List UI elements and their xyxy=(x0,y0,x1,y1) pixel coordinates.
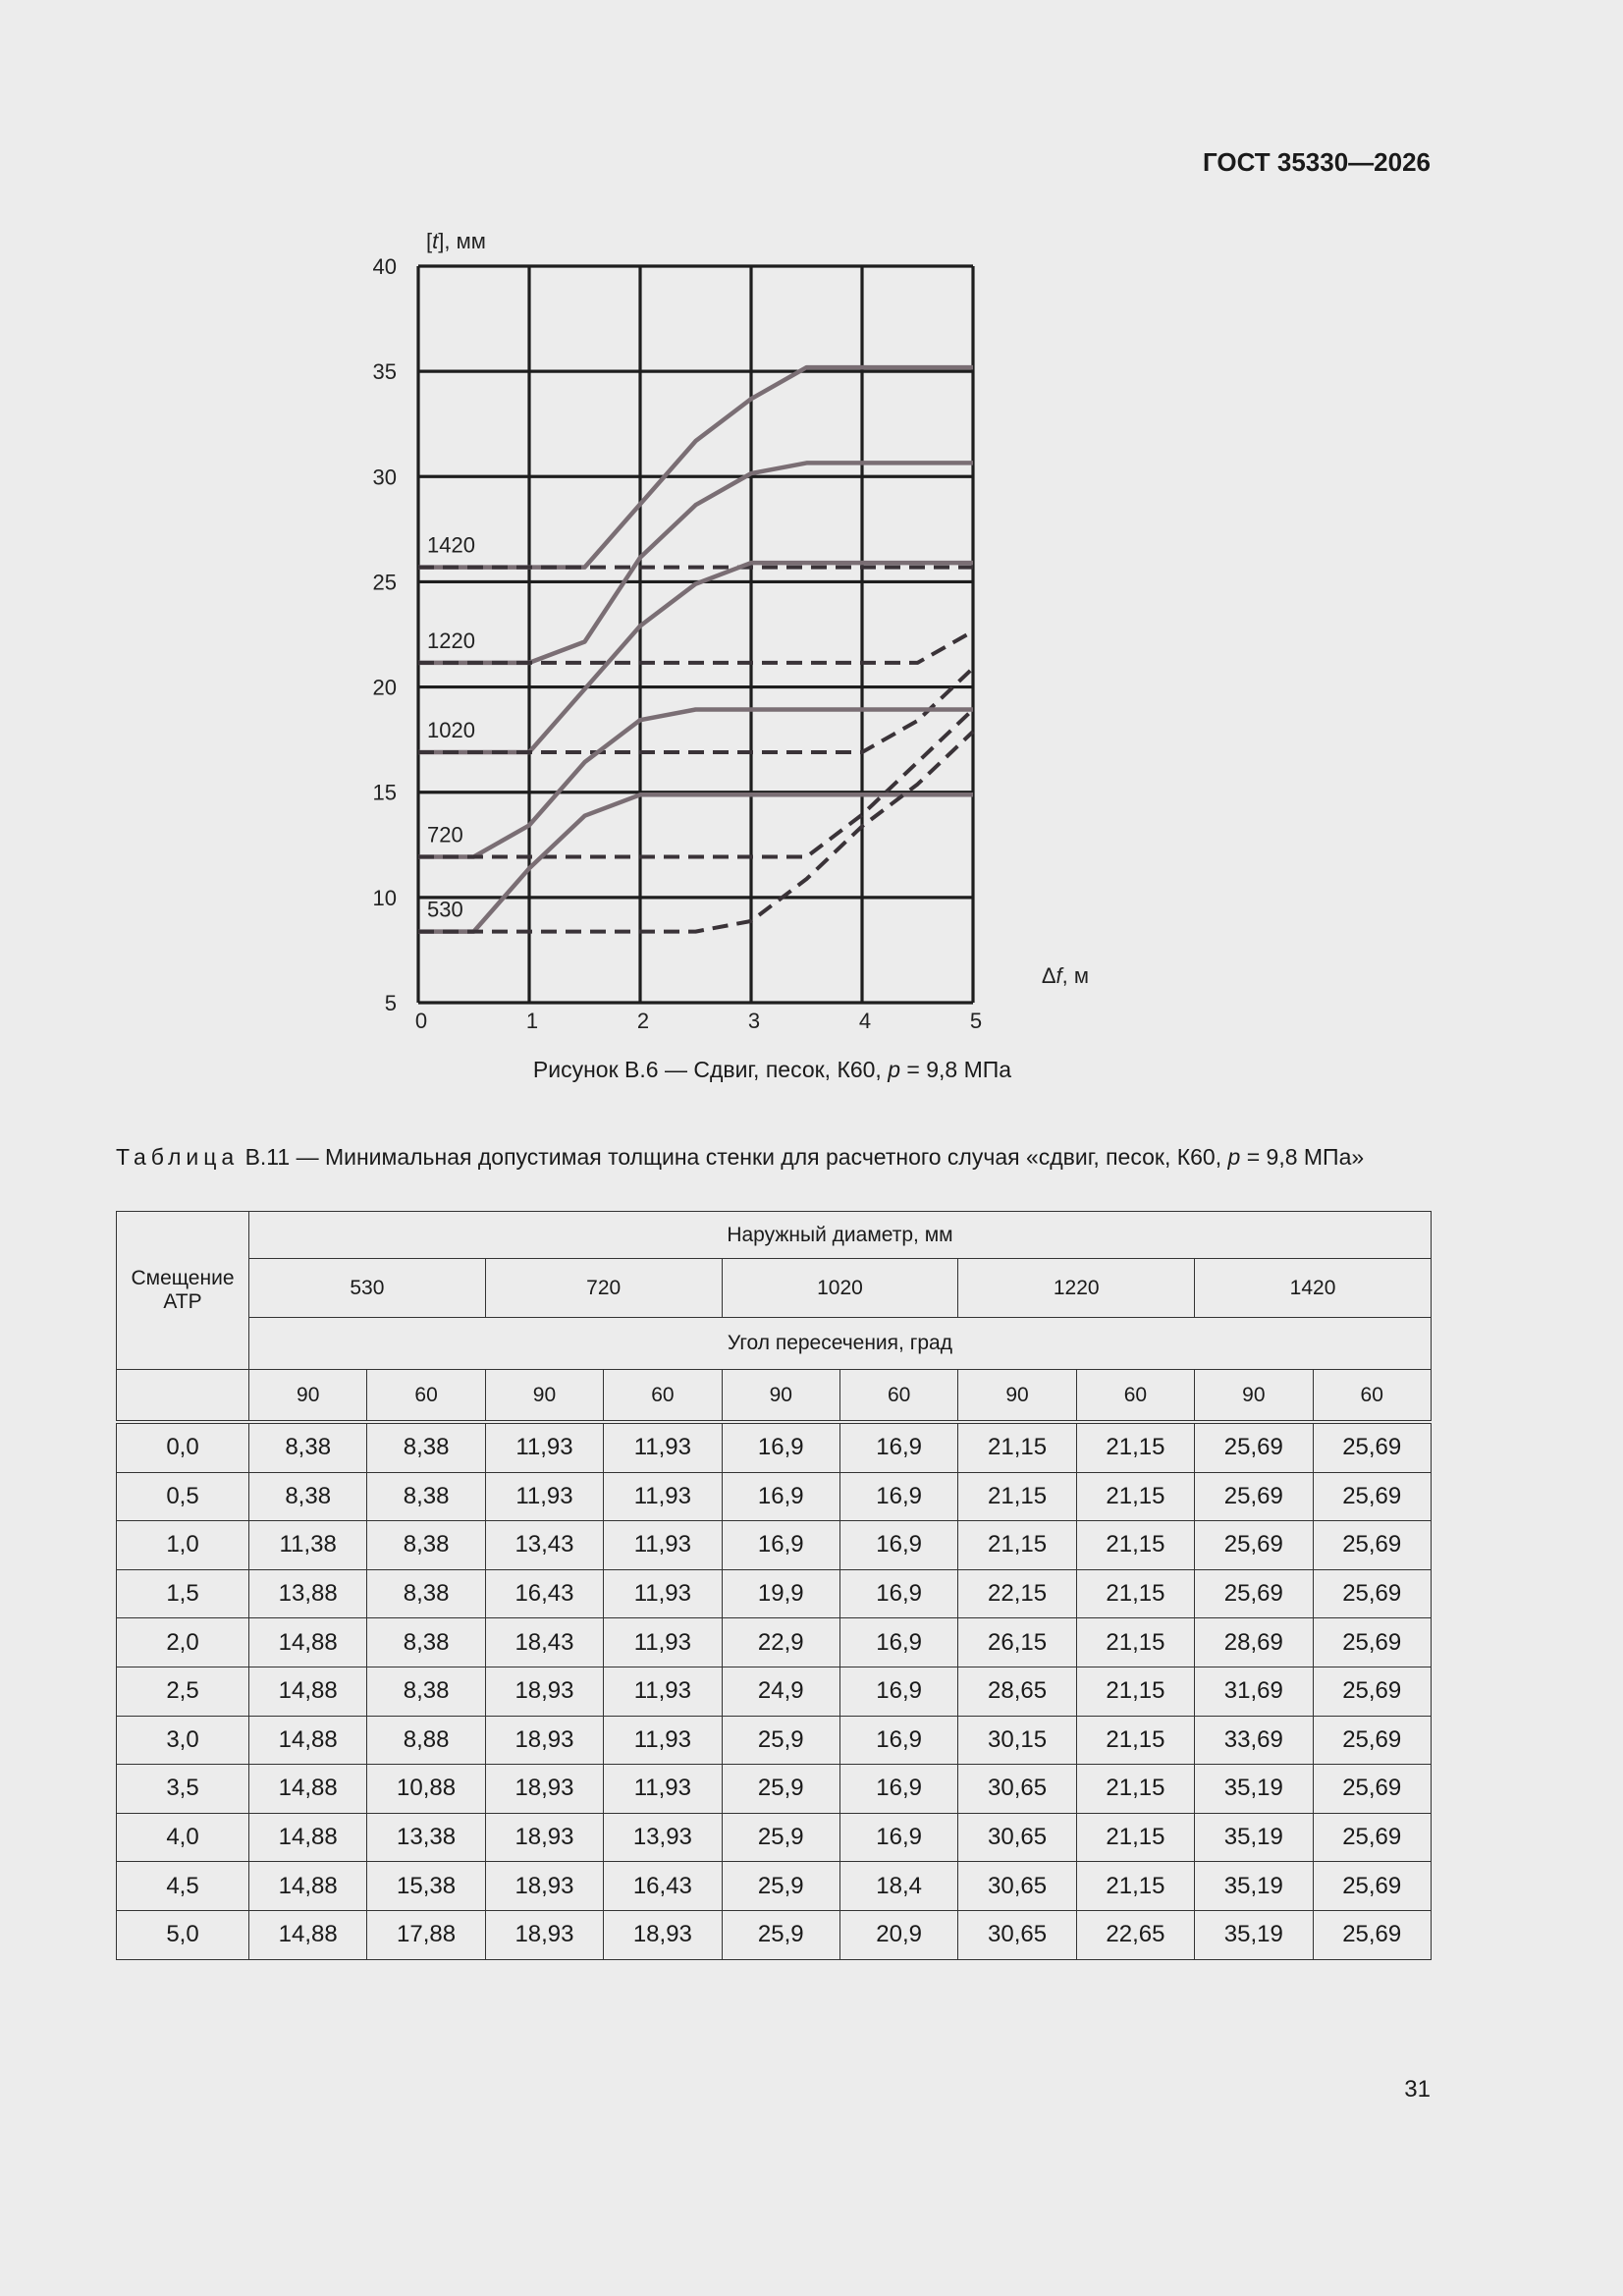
table-cell: 16,9 xyxy=(839,1521,957,1570)
table-cell: 18,93 xyxy=(485,1862,603,1911)
curve-label-1420: 1420 xyxy=(427,532,475,558)
curve-label-530: 530 xyxy=(427,897,463,922)
empty-corner-cell xyxy=(117,1370,249,1423)
table-cell: 25,69 xyxy=(1195,1521,1313,1570)
diameter-header-cell: 1220 xyxy=(958,1259,1195,1318)
table-cell: 21,15 xyxy=(1076,1716,1194,1765)
table-cell: 25,69 xyxy=(1313,1422,1431,1472)
table-cell: 22,65 xyxy=(1076,1910,1194,1959)
row-label-cell: 1,0 xyxy=(117,1521,249,1570)
table-cell: 16,9 xyxy=(722,1472,839,1521)
table-cell: 11,93 xyxy=(604,1765,722,1814)
row-label-cell: 1,5 xyxy=(117,1569,249,1618)
row-label-cell: 4,0 xyxy=(117,1813,249,1862)
chart-series xyxy=(418,367,973,932)
table-cell: 14,88 xyxy=(249,1910,367,1959)
table-row xyxy=(117,1618,1432,1667)
y-tick-label: 25 xyxy=(372,570,397,595)
table-cell: 31,69 xyxy=(1195,1667,1313,1716)
table-cell: 21,15 xyxy=(1076,1667,1194,1716)
table-cell: 11,93 xyxy=(604,1569,722,1618)
series-1020-solid xyxy=(418,563,973,752)
table-cell: 25,69 xyxy=(1313,1910,1431,1959)
table-cell: 11,93 xyxy=(604,1472,722,1521)
table-cell: 18,4 xyxy=(839,1862,957,1911)
table-cell: 21,15 xyxy=(1076,1862,1194,1911)
table-row xyxy=(117,1813,1432,1862)
row-label-cell: 3,5 xyxy=(117,1765,249,1814)
diameter-header-cell: 1420 xyxy=(1195,1259,1432,1318)
table-cell: 35,19 xyxy=(1195,1910,1313,1959)
table-cell: 21,15 xyxy=(958,1472,1076,1521)
table-cell: 18,43 xyxy=(485,1618,603,1667)
y-tick-label: 35 xyxy=(372,359,397,385)
table-cell: 35,19 xyxy=(1195,1765,1313,1814)
table-cell: 13,93 xyxy=(604,1813,722,1862)
table-cell: 16,9 xyxy=(839,1813,957,1862)
y-tick-label: 30 xyxy=(372,465,397,490)
table-cell: 33,69 xyxy=(1195,1716,1313,1765)
y-tick-label: 15 xyxy=(372,780,397,805)
angle-header-cell: 90 xyxy=(1195,1370,1313,1423)
diameter-header-cell: 530 xyxy=(249,1259,486,1318)
table-cell: 25,69 xyxy=(1195,1472,1313,1521)
data-table xyxy=(116,1211,1432,1960)
row-label-cell: 2,0 xyxy=(117,1618,249,1667)
table-cell: 16,9 xyxy=(839,1422,957,1472)
row-label-cell: 0,5 xyxy=(117,1472,249,1521)
angle-header-cell: 60 xyxy=(604,1370,722,1423)
table-cell: 8,38 xyxy=(249,1422,367,1472)
table-row xyxy=(117,1716,1432,1765)
figure-caption: Рисунок В.6 — Сдвиг, песок, К60, p = 9,8 МПа xyxy=(532,1057,1012,1082)
table-cell: 13,88 xyxy=(249,1569,367,1618)
table-cell: 16,9 xyxy=(839,1618,957,1667)
table-cell: 18,93 xyxy=(485,1765,603,1814)
table-cell: 25,69 xyxy=(1313,1813,1431,1862)
table-cell: 21,15 xyxy=(958,1521,1076,1570)
table-cell: 15,38 xyxy=(367,1862,485,1911)
y-tick-label: 5 xyxy=(384,991,397,1015)
table-cell: 16,9 xyxy=(839,1765,957,1814)
table-cell: 13,38 xyxy=(367,1813,485,1862)
table-cell: 16,9 xyxy=(839,1716,957,1765)
table-row xyxy=(117,1910,1432,1959)
row-label-cell: 0,0 xyxy=(117,1422,249,1472)
table-cell: 25,69 xyxy=(1313,1765,1431,1814)
table-cell: 35,19 xyxy=(1195,1813,1313,1862)
table-row xyxy=(117,1569,1432,1618)
table-cell: 25,69 xyxy=(1313,1667,1431,1716)
table-cell: 14,88 xyxy=(249,1765,367,1814)
table-cell: 8,88 xyxy=(367,1716,485,1765)
table-title: Таблица В.11 — Минимальная допустимая толщина стенки для расчетного случая «сдвиг, песок, К60, p = 9,8 МПа» xyxy=(116,1144,1365,1170)
angle-header-cell: 90 xyxy=(958,1370,1076,1423)
table-cell: 25,69 xyxy=(1313,1521,1431,1570)
table-cell: 18,93 xyxy=(604,1910,722,1959)
table-cell: 16,9 xyxy=(839,1472,957,1521)
angle-header-cell: 90 xyxy=(485,1370,603,1423)
table-cell: 25,69 xyxy=(1313,1472,1431,1521)
table-cell: 16,9 xyxy=(722,1521,839,1570)
table-cell: 14,88 xyxy=(249,1618,367,1667)
table-row xyxy=(117,1422,1432,1472)
curve-label-720: 720 xyxy=(427,822,463,847)
angle-header-cell: 60 xyxy=(1313,1370,1431,1423)
figure xyxy=(353,221,1198,1051)
table-cell: 16,9 xyxy=(839,1667,957,1716)
table-cell: 14,88 xyxy=(249,1716,367,1765)
table-cell: 25,69 xyxy=(1195,1422,1313,1472)
diameter-header-cell: 720 xyxy=(485,1259,722,1318)
table-cell: 11,93 xyxy=(604,1667,722,1716)
row-label-cell: 3,0 xyxy=(117,1716,249,1765)
diameter-header: Наружный диаметр, мм xyxy=(249,1212,1432,1259)
table-cell: 11,38 xyxy=(249,1521,367,1570)
table-cell: 14,88 xyxy=(249,1813,367,1862)
table-row xyxy=(117,1765,1432,1814)
table-cell: 17,88 xyxy=(367,1910,485,1959)
table-cell: 14,88 xyxy=(249,1667,367,1716)
table-cell: 8,38 xyxy=(367,1472,485,1521)
angle-header-cell: 60 xyxy=(1076,1370,1194,1423)
table-cell: 18,93 xyxy=(485,1813,603,1862)
table-cell: 26,15 xyxy=(958,1618,1076,1667)
table-cell: 21,15 xyxy=(1076,1813,1194,1862)
x-tick-label: 5 xyxy=(969,1009,983,1033)
y-tick-label: 20 xyxy=(372,675,397,700)
table-cell: 25,69 xyxy=(1313,1618,1431,1667)
table-cell: 21,15 xyxy=(1076,1472,1194,1521)
table-cell: 11,93 xyxy=(604,1618,722,1667)
table-cell: 20,9 xyxy=(839,1910,957,1959)
table-cell: 21,15 xyxy=(1076,1422,1194,1472)
table-cell: 24,9 xyxy=(722,1667,839,1716)
row-label-cell: 2,5 xyxy=(117,1667,249,1716)
series-720-dashed xyxy=(418,710,973,857)
table-cell: 10,88 xyxy=(367,1765,485,1814)
table-cell: 21,15 xyxy=(958,1422,1076,1472)
table-cell: 25,69 xyxy=(1195,1569,1313,1618)
row-label-cell: 4,5 xyxy=(117,1862,249,1911)
table-cell: 30,65 xyxy=(958,1862,1076,1911)
table-cell: 14,88 xyxy=(249,1862,367,1911)
x-tick-label: 4 xyxy=(858,1009,872,1033)
table-cell: 25,9 xyxy=(722,1716,839,1765)
table-cell: 25,69 xyxy=(1313,1862,1431,1911)
table-cell: 8,38 xyxy=(367,1422,485,1472)
table-cell: 28,65 xyxy=(958,1667,1076,1716)
page-number: 31 xyxy=(1404,2076,1431,2103)
table-cell: 19,9 xyxy=(722,1569,839,1618)
table-cell: 30,65 xyxy=(958,1910,1076,1959)
table-cell: 21,15 xyxy=(1076,1521,1194,1570)
table-cell: 11,93 xyxy=(485,1472,603,1521)
table-cell: 11,93 xyxy=(485,1422,603,1472)
table-cell: 25,69 xyxy=(1313,1716,1431,1765)
x-tick-label: 0 xyxy=(414,1009,428,1033)
table-cell: 11,93 xyxy=(604,1716,722,1765)
table-cell: 28,69 xyxy=(1195,1618,1313,1667)
table-cell: 35,19 xyxy=(1195,1862,1313,1911)
table-cell: 18,93 xyxy=(485,1667,603,1716)
standard-header: ГОСТ 35330—2026 xyxy=(1203,147,1431,177)
table-cell: 16,9 xyxy=(839,1569,957,1618)
chart-grid xyxy=(418,266,973,1003)
y-tick-label: 40 xyxy=(372,254,397,279)
series-530-solid xyxy=(418,794,973,931)
table-cell: 16,43 xyxy=(485,1569,603,1618)
table-cell: 25,69 xyxy=(1313,1569,1431,1618)
angle-header: Угол пересечения, град xyxy=(249,1318,1432,1370)
x-tick-label: 3 xyxy=(747,1009,761,1033)
angle-header-cell: 60 xyxy=(367,1370,485,1423)
table-cell: 13,43 xyxy=(485,1521,603,1570)
angle-header-cell: 90 xyxy=(249,1370,367,1423)
table-cell: 11,93 xyxy=(604,1521,722,1570)
series-720-solid xyxy=(418,710,973,857)
chart xyxy=(353,221,1198,1046)
angle-header-cell: 90 xyxy=(722,1370,839,1423)
table-cell: 25,9 xyxy=(722,1862,839,1911)
x-tick-label: 2 xyxy=(636,1009,650,1033)
table-cell: 22,15 xyxy=(958,1569,1076,1618)
table-cell: 16,43 xyxy=(604,1862,722,1911)
table-cell: 30,15 xyxy=(958,1716,1076,1765)
table-row xyxy=(117,1862,1432,1911)
x-axis-label: Δf, м xyxy=(1041,963,1089,988)
table-row xyxy=(117,1521,1432,1570)
table-cell: 22,9 xyxy=(722,1618,839,1667)
table-cell: 8,38 xyxy=(249,1472,367,1521)
diameter-header-cell: 1020 xyxy=(722,1259,958,1318)
curve-label-1020: 1020 xyxy=(427,718,475,742)
table-cell: 25,9 xyxy=(722,1910,839,1959)
row-header-label: Смещение АТР xyxy=(117,1212,249,1370)
series-1420-solid xyxy=(418,367,973,567)
table-cell: 11,93 xyxy=(604,1422,722,1472)
table-cell: 21,15 xyxy=(1076,1569,1194,1618)
curve-label-1220: 1220 xyxy=(427,628,475,653)
table-cell: 8,38 xyxy=(367,1521,485,1570)
chart-curve-labels xyxy=(427,533,475,922)
angle-header-cell: 60 xyxy=(839,1370,957,1423)
table-cell: 18,93 xyxy=(485,1910,603,1959)
table-cell: 16,9 xyxy=(722,1422,839,1472)
table-cell: 21,15 xyxy=(1076,1618,1194,1667)
table-row xyxy=(117,1472,1432,1521)
table-cell: 8,38 xyxy=(367,1569,485,1618)
series-1220-dashed xyxy=(418,628,973,663)
table-cell: 8,38 xyxy=(367,1618,485,1667)
table-cell: 25,9 xyxy=(722,1813,839,1862)
table-cell: 25,9 xyxy=(722,1765,839,1814)
table-row xyxy=(117,1667,1432,1716)
table-cell: 30,65 xyxy=(958,1813,1076,1862)
table-cell: 8,38 xyxy=(367,1667,485,1716)
y-axis-label: [t], мм xyxy=(426,229,486,253)
row-label-cell: 5,0 xyxy=(117,1910,249,1959)
y-tick-label: 10 xyxy=(372,885,397,910)
x-tick-label: 1 xyxy=(525,1009,539,1033)
table-cell: 30,65 xyxy=(958,1765,1076,1814)
table-cell: 18,93 xyxy=(485,1716,603,1765)
table-cell: 21,15 xyxy=(1076,1765,1194,1814)
